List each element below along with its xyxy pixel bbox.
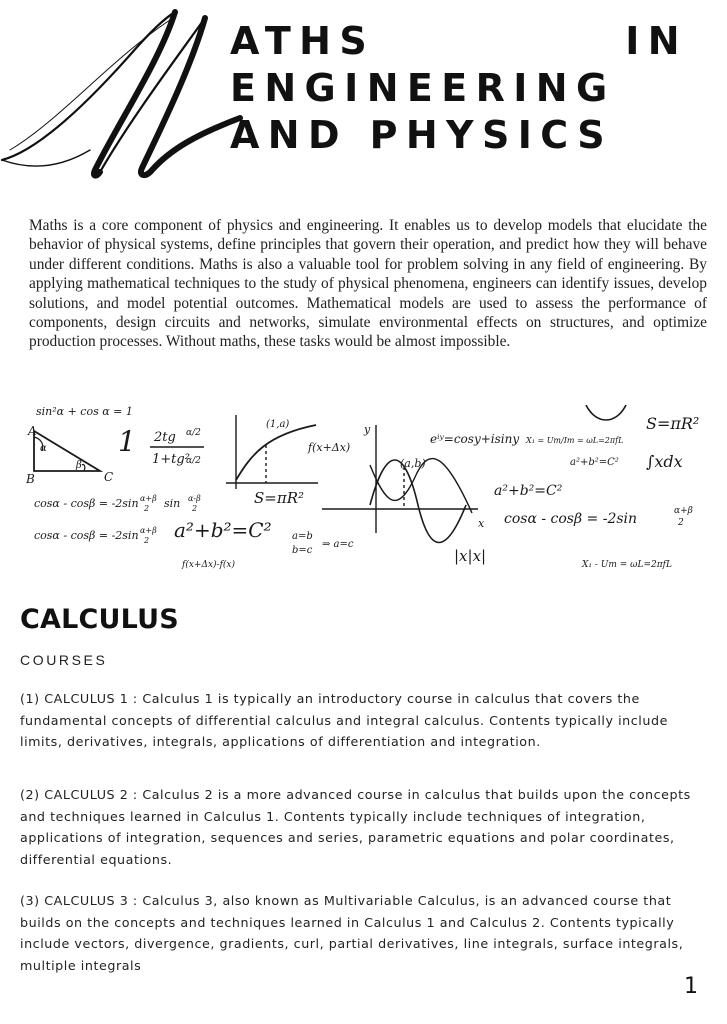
formula-top-fragment: sin²α + cos α = 1: [36, 405, 133, 418]
formula-tan-top: 2tg: [154, 430, 176, 445]
formula-frac-diff: α-β: [188, 494, 201, 503]
formula-axis-x: x: [478, 517, 485, 530]
script-m-logo: [0, 0, 245, 180]
formula-transitive-1: a=b: [292, 531, 313, 542]
formula-svg: [26, 405, 710, 575]
formula-pythag-3: a²+b²=C²: [494, 483, 563, 499]
triangle-beta: β: [76, 460, 82, 471]
formula-point-2: (a,b): [400, 457, 426, 470]
formula-transitive-3: ⇒ a=c: [322, 539, 354, 550]
formula-frac-two-1: 2: [144, 504, 150, 513]
formula-axis-y: y: [364, 423, 371, 436]
formula-illustration: [26, 405, 710, 575]
triangle-label-c: C: [104, 470, 114, 484]
triangle-label-a: A: [28, 424, 37, 438]
formula-pythag-1: a²+b²=C²: [174, 518, 272, 542]
triangle-alpha: α: [40, 443, 47, 454]
formula-alpha-half-1: α/2: [186, 428, 201, 438]
formula-alpha-half-2: α/2: [186, 456, 201, 466]
formula-frac-sum-2: α+β: [140, 526, 157, 535]
formula-frac-sum-1: α+β: [140, 494, 157, 503]
courses-subheading: COURSES: [20, 652, 108, 668]
page-title: [230, 18, 690, 159]
title-line-1-left: ATHS: [230, 19, 376, 63]
formula-integral: ∫xdx: [646, 452, 683, 471]
formula-tan-bottom: 1+tg²: [152, 452, 190, 467]
formula-reactance: X₁ = Um/Im = ωL=2πfL: [526, 436, 624, 445]
formula-circle-area-2: S=πR²: [646, 414, 700, 433]
course-calculus-3: (3) CALCULUS 3 : Calculus 3, also known as Multivariable Calculus, is an advanced course that builds on the concepts and techniques learned in Calculus 1 and Calculus 2. Contents typically include vectors, divergence, gradients, curl, partial derivatives, line integrals, surface integrals, multiple integrals: [20, 893, 684, 973]
triangle-label-b: B: [26, 472, 35, 486]
formula-transitive-2: b=c: [292, 545, 313, 556]
formula-euler: eⁱʸ=cosy+isiny: [430, 432, 520, 446]
formula-abs: |x|x|: [454, 547, 487, 565]
formula-one: 1: [118, 425, 136, 458]
formula-sin-word: sin: [164, 497, 181, 510]
formula-pythag-2: a²+b²=C²: [570, 457, 619, 468]
formula-circle-area-1: S=πR²: [254, 489, 305, 507]
formula-f-of-x: f(x+Δx): [308, 441, 351, 454]
title-line-1-right: IN: [625, 19, 688, 63]
formula-frac-two-2: 2: [192, 504, 198, 513]
formula-f-diff: f(x+Δx)-f(x): [182, 560, 236, 570]
course-calculus-1: (1) CALCULUS 1 : Calculus 1 is typically an introductory course in calculus that covers the fundamental concepts of differential calculus and integral calculus. Contents typically include limits, derivatives, integrals, applications of differentiation and integration.: [20, 691, 668, 749]
formula-cos-diff-2: cosα - cosβ = -2sin: [34, 529, 139, 542]
page-number: 1: [684, 974, 698, 999]
formula-reactance-2: X₁ - Um = ωL=2πfL: [582, 560, 672, 570]
parabola-icon: [586, 405, 626, 420]
formula-cos-diff-3: cosα - cosβ = -2sin: [504, 511, 638, 527]
title-line-2: ENGINEERING: [230, 66, 616, 110]
section-title-calculus: CALCULUS: [20, 604, 179, 635]
title-line-3: AND PHYSICS: [230, 113, 614, 157]
course-calculus-2: (2) CALCULUS 2 : Calculus 2 is a more advanced course in calculus that builds upon the concepts and techniques learned in Calculus 1. Contents typically include techniques of integration, applications of integration, sequences and series, parametric equations and polar coordinates, differential equations.: [20, 787, 691, 867]
formula-frac-two-3: 2: [144, 536, 150, 545]
formula-frac-two-4: 2: [678, 518, 684, 528]
formula-frac-sum-3: α+β: [674, 506, 693, 516]
formula-cos-diff-1: cosα - cosβ = -2sin: [34, 497, 139, 510]
formula-point-1: (1,a): [266, 419, 290, 430]
title-line-1: [230, 18, 688, 65]
intro-paragraph: Maths is a core component of physics and engineering. It enables us to develop models that elucidate the behavior of physical systems, define principles that govern their operation, and predict how they will behave under different conditions. Maths is also a valuable tool for problem solving in any field of engineering. By applying mathematical techniques to the study of physical phenomena, engineers can identify issues, develop solutions, and model potential outcomes. Mathematical models are used to assess the performance of components, design circuits and networks, simulate environmental effects on structures, and optimize production processes. Without maths, these tasks would be almost impossible.: [29, 217, 707, 351]
